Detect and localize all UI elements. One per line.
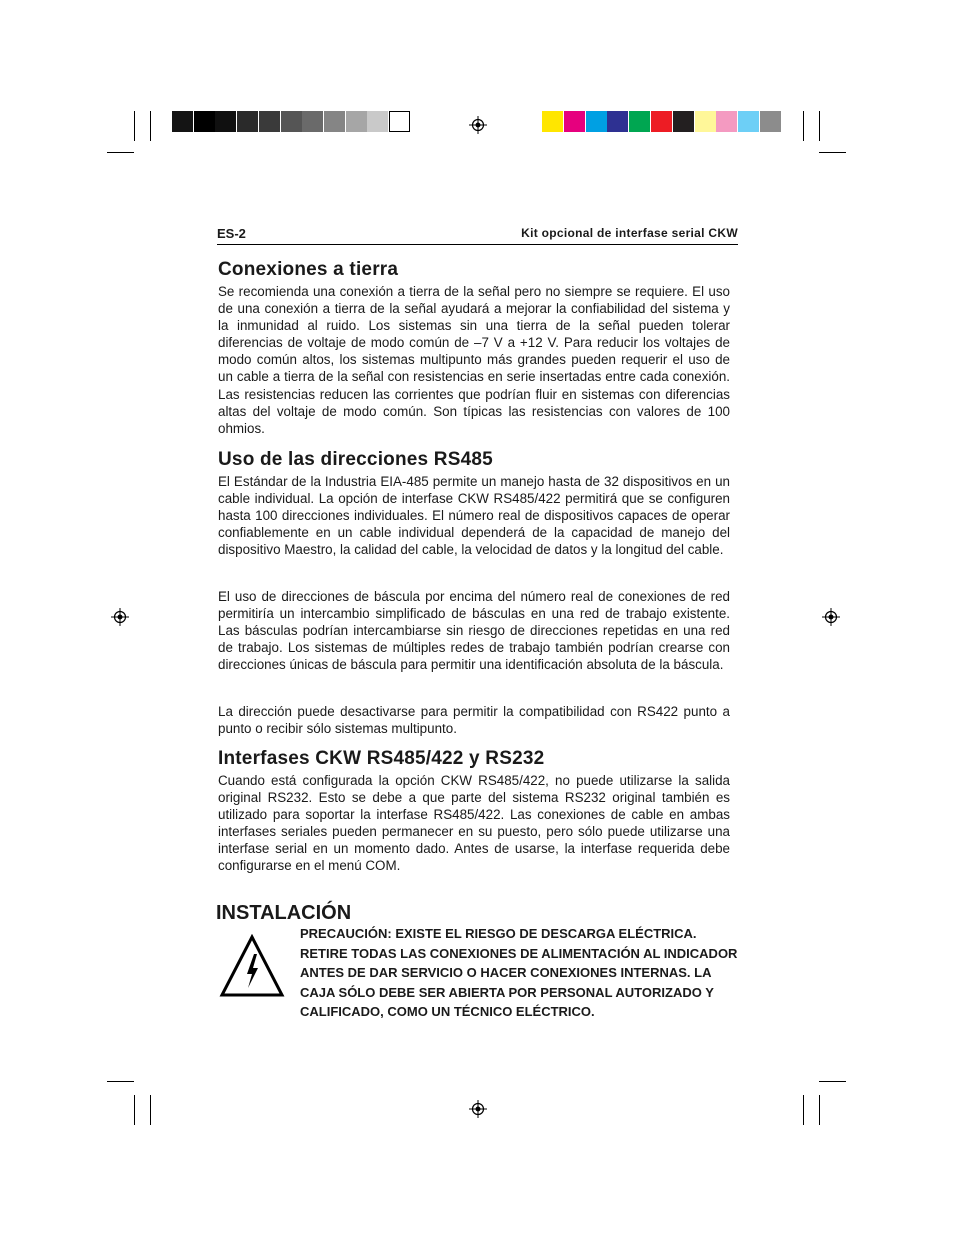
registration-crosshair-bottom-icon [469,1100,487,1118]
caution-line: ANTES DE DAR SERVICIO O HACER CONEXIONES INTERNAS. LA [300,965,712,980]
registration-crosshair-right-icon [822,608,840,626]
grayscale-swatch [237,111,258,132]
caution-message [300,924,740,1022]
color-swatch [586,111,607,132]
color-swatch [607,111,628,132]
section-heading-uso-direcciones: Uso de las direcciones RS485 [218,449,493,470]
color-swatch [716,111,737,132]
section-heading-instalacion: INSTALACIÓN [216,902,352,924]
grayscale-swatch [302,111,323,132]
header-title: Kit opcional de interfase serial CKW [521,226,738,240]
grayscale-swatch [324,111,345,132]
high-voltage-warning-icon [219,934,285,998]
grayscale-swatch [172,111,193,132]
registration-crosshair-left-icon [111,608,129,626]
grayscale-swatch [194,111,215,132]
grayscale-swatch [215,111,236,132]
caution-line: CALIFICADO, COMO UN TÉCNICO ELÉCTRICO. [300,1004,595,1019]
grayscale-swatch [367,111,388,132]
paragraph-uso-1: El Estándar de la Industria EIA-485 permite un manejo hasta de 32 dispositivos en un cable individual. La opción de interfase CKW RS485/422 permitirá que se configuren hasta 100 direcciones individuales. El número real de dispositivos capaces de operar confiablemente en un cable individual dependerá de la capacidad de manejo del dispositivo Maestro, la calidad del cable, la velocidad de datos y la longitud del cable. [218,474,730,558]
caution-line: CAJA SÓLO DEBE SER ABIERTA POR PERSONAL AUTORIZADO Y [300,984,714,1000]
registration-crosshair-top-icon [469,116,487,134]
grayscale-swatch [389,111,410,132]
grayscale-swatch [346,111,367,132]
grayscale-swatch [259,111,280,132]
paragraph-uso-2: El uso de direcciones de báscula por encima del número real de conexiones de red permitiría un intercambio simplificado de básculas en una red de trabajo existente. Las básculas podrían intercambiarse sin riesgo de direcciones repetidas en una red de trabajo. Los sistemas de múltiples redes de trabajo también podrían crearse con direcciones únicas de báscula para permitir una identificación absoluta de la báscula. [218,589,730,673]
color-swatch [651,111,672,132]
caution-line: PRECAUCIÓN: EXISTE EL RIESGO DE DESCARGA ELÉCTRICA. [300,926,697,941]
paragraph-interfases: Cuando está configurada la opción CKW RS485/422, no puede utilizarse la salida original RS232. Esto se debe a que parte del sistema RS232 original también es utilizado para soportar la interfase RS485/422. Las conexiones de cable en ambas interfases seriales pueden permanecer en su puesto, pero sólo puede utilizarse una interfase serial en un momento dado. Antes de usarse, la interfase requerida debe configurarse en el menú COM. [218,773,730,874]
color-swatch [629,111,650,132]
color-swatch [564,111,585,132]
color-swatch [542,111,563,132]
color-swatch [695,111,716,132]
color-swatch [673,111,694,132]
paragraph-conexiones: Se recomienda una conexión a tierra de la señal pero no siempre se requiere. El uso de una conexión a tierra de la señal ayudará a mejorar la confiabilidad del sistema y la inmunidad al ruido. Los sistemas sin una tierra de la señal pueden tolerar diferencias de voltaje de modo común de –7 V a +12 V. Para reducir los voltajes de modo común altos, los sistemas multipunto más grandes pueden requerir el uso de un cable a tierra de la señal con resistencias en serie insertadas entre cada conexión. Las resistencias reducen las corrientes que podrían fluir en sistemas con diferencias altas del voltaje de modo común. Son típicas las resistencias con valores de 100 ohmios. [218,284,730,436]
color-swatch [760,111,781,132]
page-number: ES-2 [217,226,246,241]
section-heading-conexiones: Conexiones a tierra [218,259,399,280]
caution-line: RETIRE TODAS LAS CONEXIONES DE ALIMENTACIÓN AL INDICADOR [300,945,738,961]
grayscale-swatch [281,111,302,132]
running-header [217,224,738,245]
section-heading-interfases: Interfases CKW RS485/422 y RS232 [218,748,545,769]
paragraph-uso-3: La dirección puede desactivarse para permitir la compatibilidad con RS422 punto a punto o recibir sólo sistemas multipunto. [218,704,730,737]
color-swatch [738,111,759,132]
